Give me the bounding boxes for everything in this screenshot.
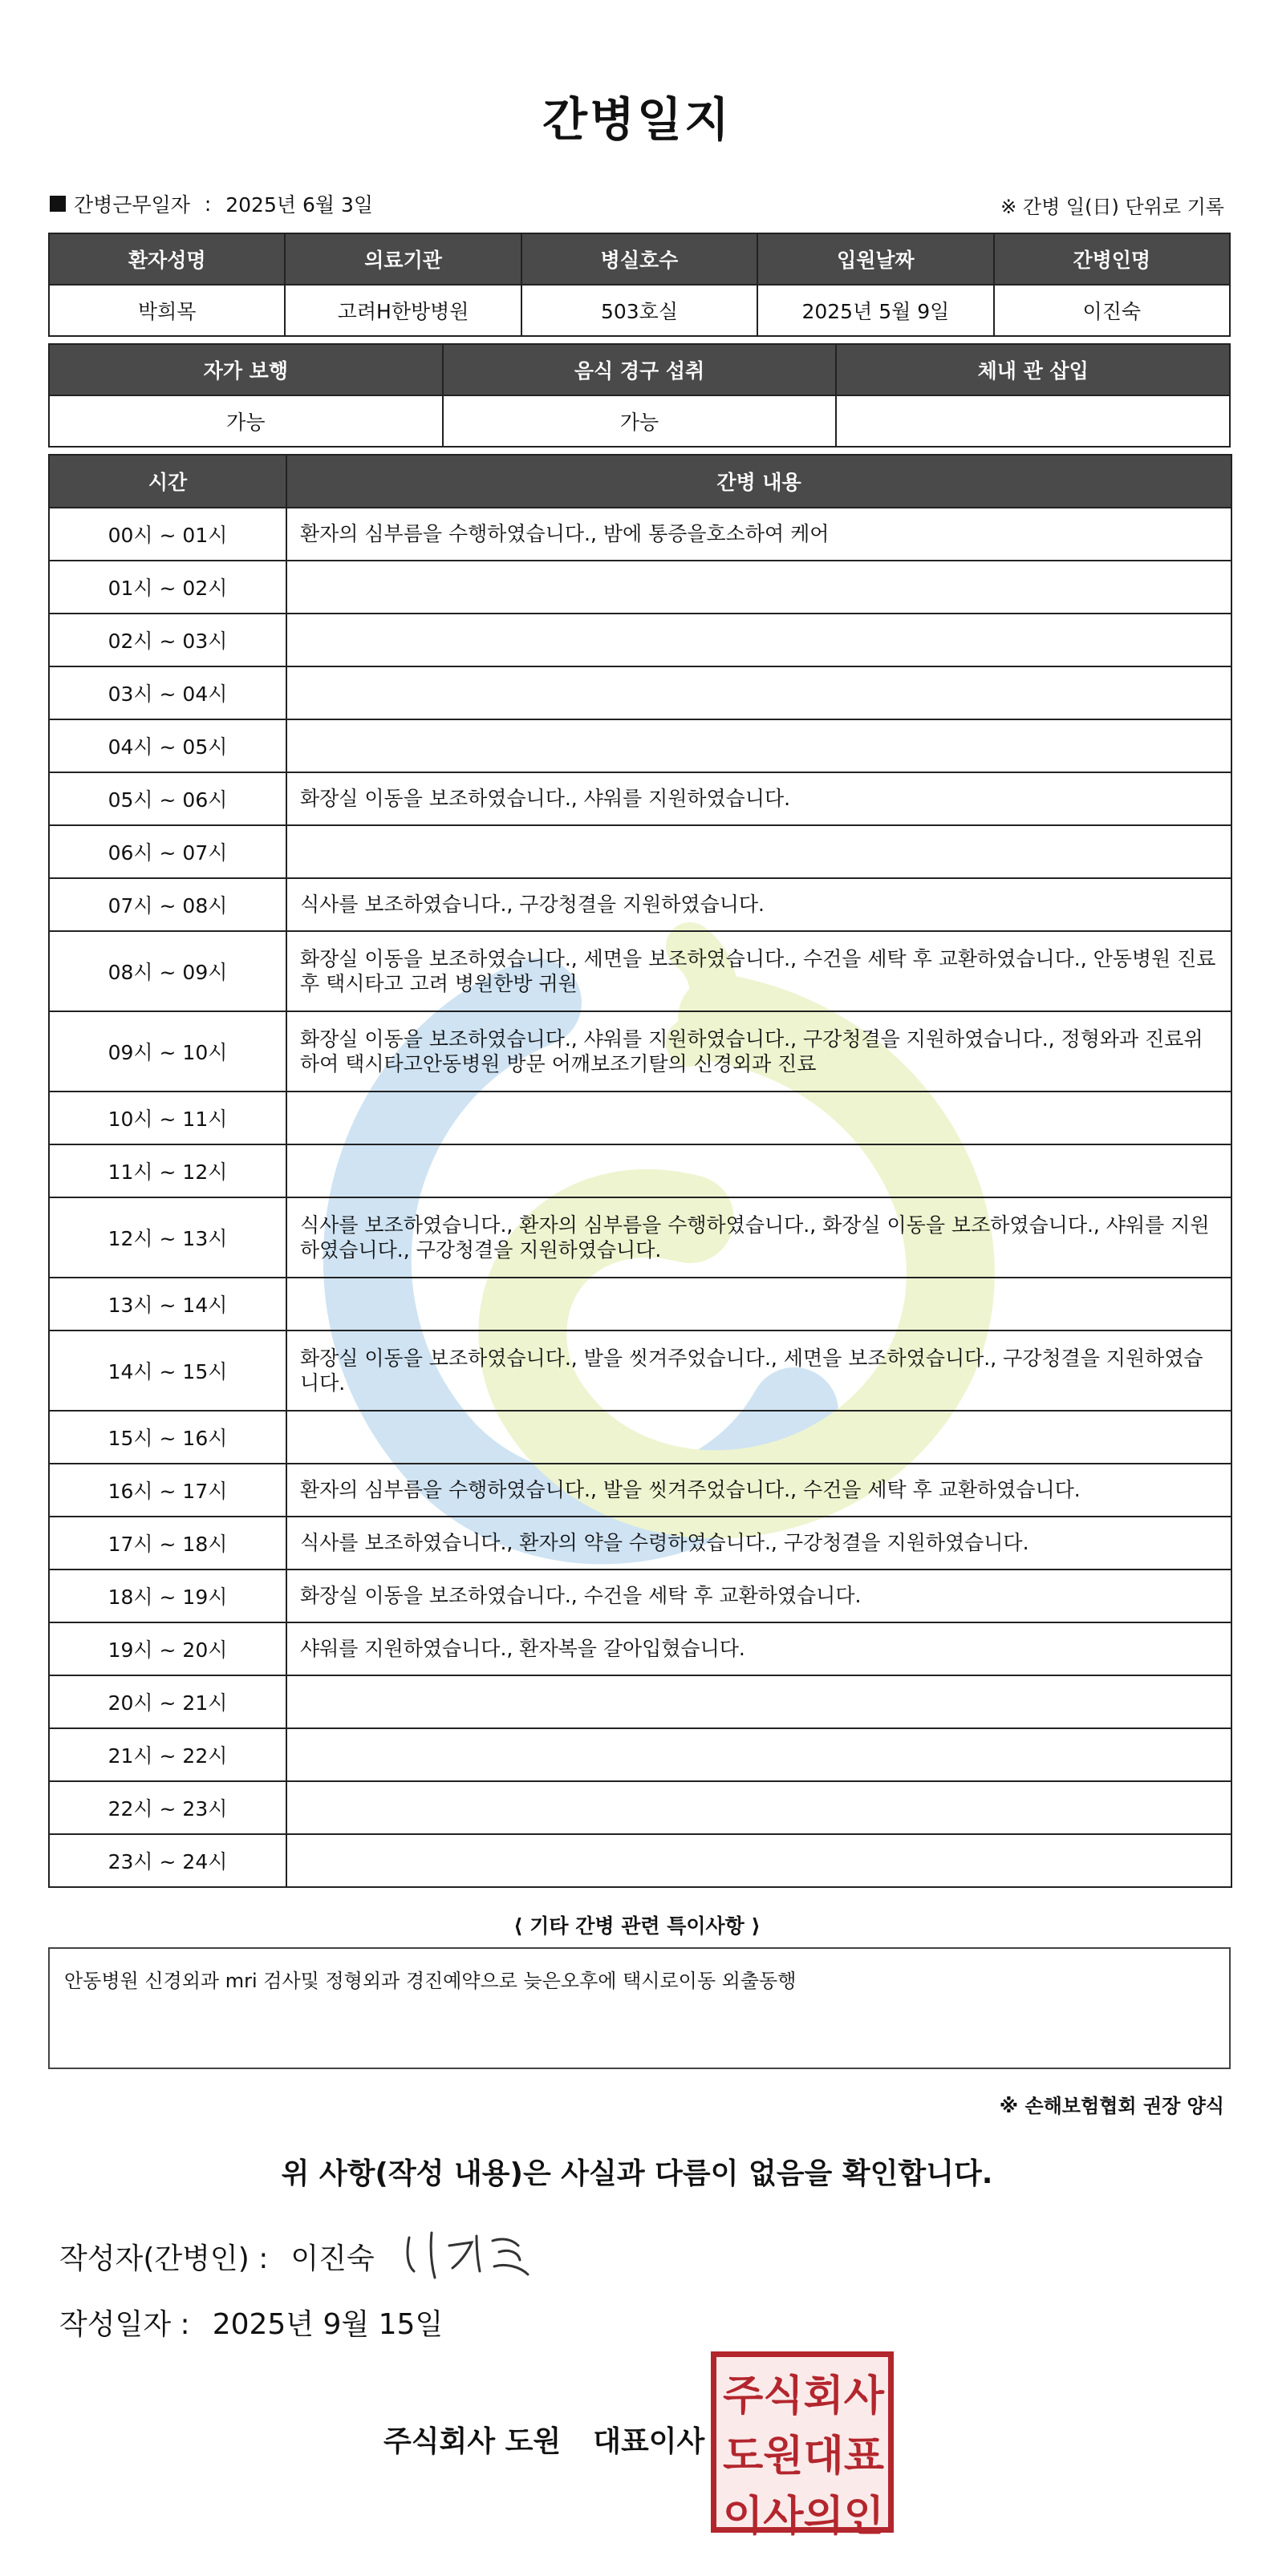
- table-row: [49, 1622, 1231, 1675]
- time-slot: 21시 ~ 22시: [49, 1728, 286, 1781]
- header-time: 시간: [49, 455, 286, 508]
- admission-date: 2025년 5월 9일: [757, 285, 993, 336]
- table-row: [49, 395, 1230, 447]
- care-content: [286, 1675, 1231, 1728]
- header-care-content: 간병 내용: [286, 455, 1231, 508]
- document-title: 간병일지: [542, 92, 732, 147]
- table-row: [49, 666, 1231, 719]
- header-walking: 자가 보행: [49, 344, 443, 395]
- table-row: [49, 931, 1231, 1011]
- time-slot: 04시 ~ 05시: [49, 719, 286, 772]
- care-content: [286, 1144, 1231, 1197]
- table-header-row: [49, 455, 1231, 508]
- oral-intake-value: 가능: [443, 395, 837, 447]
- care-content: 화장실 이동을 보조하였습니다., 발을 씻겨주었습니다., 세면을 보조하였습니다., 구강청결을 지원하였습니다.: [286, 1331, 1231, 1411]
- patient-name: 박희목: [49, 285, 285, 336]
- seal-character: 원: [763, 2432, 804, 2481]
- patient-info-table: [48, 233, 1231, 337]
- care-content: [286, 1781, 1231, 1834]
- seal-character: 사: [843, 2371, 884, 2420]
- header-room: 병실호수: [521, 233, 757, 285]
- care-content: [286, 1728, 1231, 1781]
- table-row: [49, 1728, 1231, 1781]
- table-row: [49, 285, 1230, 336]
- care-content: [286, 561, 1231, 614]
- table-header-row: [49, 344, 1230, 395]
- table-row: [49, 772, 1231, 825]
- care-content: [286, 1834, 1231, 1887]
- table-row: [49, 1517, 1231, 1569]
- table-row: [49, 1011, 1231, 1092]
- time-slot: 16시 ~ 17시: [49, 1464, 286, 1517]
- writer-name: 이진숙: [290, 2242, 375, 2275]
- written-date-label: 작성일자 :: [59, 2308, 190, 2341]
- table-header-row: [49, 233, 1230, 285]
- company-line: [383, 2419, 704, 2460]
- table-row: [49, 1411, 1231, 1464]
- room-number: 503호실: [521, 285, 757, 336]
- table-row: [49, 1781, 1231, 1834]
- recommendation-note: ※ 손해보험협회 권장 양식: [999, 2095, 1224, 2117]
- table-row: [49, 1331, 1231, 1411]
- time-slot: 02시 ~ 03시: [49, 614, 286, 666]
- seal-character: 주: [723, 2371, 764, 2420]
- work-date-value: 2025년 6월 3일: [225, 193, 374, 217]
- time-slot: 18시 ~ 19시: [49, 1569, 286, 1622]
- table-row: [49, 825, 1231, 878]
- care-content: 화장실 이동을 보조하였습니다., 세면을 보조하였습니다., 수건을 세탁 후 교환하였습니다., 안동병원 진료후 택시타고 고려 병원한방 귀원: [286, 931, 1231, 1011]
- care-content: [286, 1278, 1231, 1331]
- header-tube: 체내 관 삽입: [836, 344, 1230, 395]
- table-row: [49, 508, 1231, 561]
- time-slot: 23시 ~ 24시: [49, 1834, 286, 1887]
- work-date: 간병근무일자 : 2025년 6월 3일: [50, 189, 373, 218]
- time-slot: 15시 ~ 16시: [49, 1411, 286, 1464]
- seal-character: 이: [723, 2492, 764, 2541]
- table-row: [49, 1278, 1231, 1331]
- table-row: [49, 1675, 1231, 1728]
- header-admission-date: 입원날짜: [757, 233, 993, 285]
- care-content: [286, 614, 1231, 666]
- time-slot: 03시 ~ 04시: [49, 666, 286, 719]
- written-date-line: [59, 2302, 443, 2343]
- header-oral-intake: 음식 경구 섭취: [443, 344, 837, 395]
- table-row: [49, 1092, 1231, 1144]
- work-date-label: 간병근무일자: [74, 193, 190, 217]
- time-slot: 07시 ~ 08시: [49, 878, 286, 931]
- seal-character: 인: [843, 2492, 884, 2541]
- writer-label: 작성자(간병인) :: [59, 2242, 269, 2275]
- bullet-square-icon: [50, 196, 66, 212]
- tube-value: [836, 395, 1230, 447]
- care-content: [286, 666, 1231, 719]
- institution: 고려H한방병원: [285, 285, 521, 336]
- seal-character: 식: [763, 2371, 804, 2420]
- header-institution: 의료기관: [285, 233, 521, 285]
- time-slot: 20시 ~ 21시: [49, 1675, 286, 1728]
- table-row: [49, 614, 1231, 666]
- care-content: [286, 719, 1231, 772]
- care-content: 화장실 이동을 보조하였습니다., 샤워를 지원하였습니다., 구강청결을 지원하였습니다., 정형와과 진료위하여 택시타고안동병원 방문 어깨보조기탈의 신경외과 진료: [286, 1011, 1231, 1092]
- table-row: [49, 1834, 1231, 1887]
- seal-character: 사: [763, 2492, 804, 2541]
- company-name: 주식회사 도원: [383, 2425, 562, 2458]
- time-slot: 10시 ~ 11시: [49, 1092, 286, 1144]
- care-content: 화장실 이동을 보조하였습니다., 샤워를 지원하였습니다.: [286, 772, 1231, 825]
- table-row: [49, 719, 1231, 772]
- care-content: 식사를 보조하였습니다., 구강청결을 지원하였습니다.: [286, 878, 1231, 931]
- writer-line: [59, 2236, 375, 2277]
- header-patient-name: 환자성명: [49, 233, 285, 285]
- table-row: [49, 878, 1231, 931]
- time-slot: 05시 ~ 06시: [49, 772, 286, 825]
- seal-character: 도: [723, 2432, 764, 2481]
- time-slot: 09시 ~ 10시: [49, 1011, 286, 1092]
- header-caregiver: 간병인명: [994, 233, 1230, 285]
- patient-status-table: [48, 343, 1231, 448]
- confirmation-statement: 위 사항(작성 내용)은 사실과 다름이 없음을 확인합니다.: [281, 2157, 993, 2190]
- care-content: 화장실 이동을 보조하였습니다., 수건을 세탁 후 교환하였습니다.: [286, 1569, 1231, 1622]
- table-row: [49, 1144, 1231, 1197]
- company-seal: [711, 2351, 894, 2541]
- time-slot: 14시 ~ 15시: [49, 1331, 286, 1411]
- time-slot: 12시 ~ 13시: [49, 1197, 286, 1278]
- care-content: 식사를 보조하였습니다., 환자의 심부름을 수행하였습니다., 화장실 이동을 보조하였습니다., 샤워를 지원하였습니다., 구강청결을 지원하였습니다.: [286, 1197, 1231, 1278]
- care-content: [286, 825, 1231, 878]
- care-content: 샤워를 지원하였습니다., 환자복을 갈아입혔습니다.: [286, 1622, 1231, 1675]
- time-slot: 22시 ~ 23시: [49, 1781, 286, 1834]
- table-row: [49, 1464, 1231, 1517]
- company-title: 대표이사: [593, 2425, 705, 2458]
- care-content: 환자의 심부름을 수행하였습니다., 발을 씻겨주었습니다., 수건을 세탁 후 교환하였습니다.: [286, 1464, 1231, 1517]
- seal-character: 의: [803, 2492, 844, 2541]
- table-row: [49, 1197, 1231, 1278]
- care-content: [286, 1411, 1231, 1464]
- time-slot: 06시 ~ 07시: [49, 825, 286, 878]
- time-slot: 17시 ~ 18시: [49, 1517, 286, 1569]
- table-row: [49, 561, 1231, 614]
- time-slot: 00시 ~ 01시: [49, 508, 286, 561]
- notes-box: 안동병원 신경외과 mri 검사및 정형외과 경진예약으로 늦은오후에 택시로이동 외출동행: [48, 1947, 1231, 2069]
- care-content: [286, 1092, 1231, 1144]
- seal-characters: [723, 2362, 884, 2541]
- notes-title: ⟨ 기타 간병 관련 특이사항 ⟩: [513, 1914, 761, 1938]
- walking-value: 가능: [49, 395, 443, 447]
- time-slot: 08시 ~ 09시: [49, 931, 286, 1011]
- time-slot: 11시 ~ 12시: [49, 1144, 286, 1197]
- time-slot: 19시 ~ 20시: [49, 1622, 286, 1675]
- care-content: 식사를 보조하였습니다., 환자의 약을 수령하였습니다., 구강청결을 지원하였습니다.: [286, 1517, 1231, 1569]
- time-slot: 01시 ~ 02시: [49, 561, 286, 614]
- time-slot: 13시 ~ 14시: [49, 1278, 286, 1331]
- record-unit-note: ※ 간병 일(日) 단위로 기록: [1000, 196, 1224, 218]
- care-log-table: [48, 454, 1232, 1888]
- seal-character: 표: [843, 2432, 884, 2481]
- handwritten-signature: [400, 2222, 544, 2286]
- seal-character: 회: [803, 2371, 844, 2420]
- written-date-value: 2025년 9월 15일: [212, 2308, 444, 2341]
- caregiver-name: 이진숙: [994, 285, 1230, 336]
- care-content: 환자의 심부름을 수행하였습니다., 밤에 통증을호소하여 케어: [286, 508, 1231, 561]
- table-row: [49, 1569, 1231, 1622]
- seal-character: 대: [803, 2432, 844, 2481]
